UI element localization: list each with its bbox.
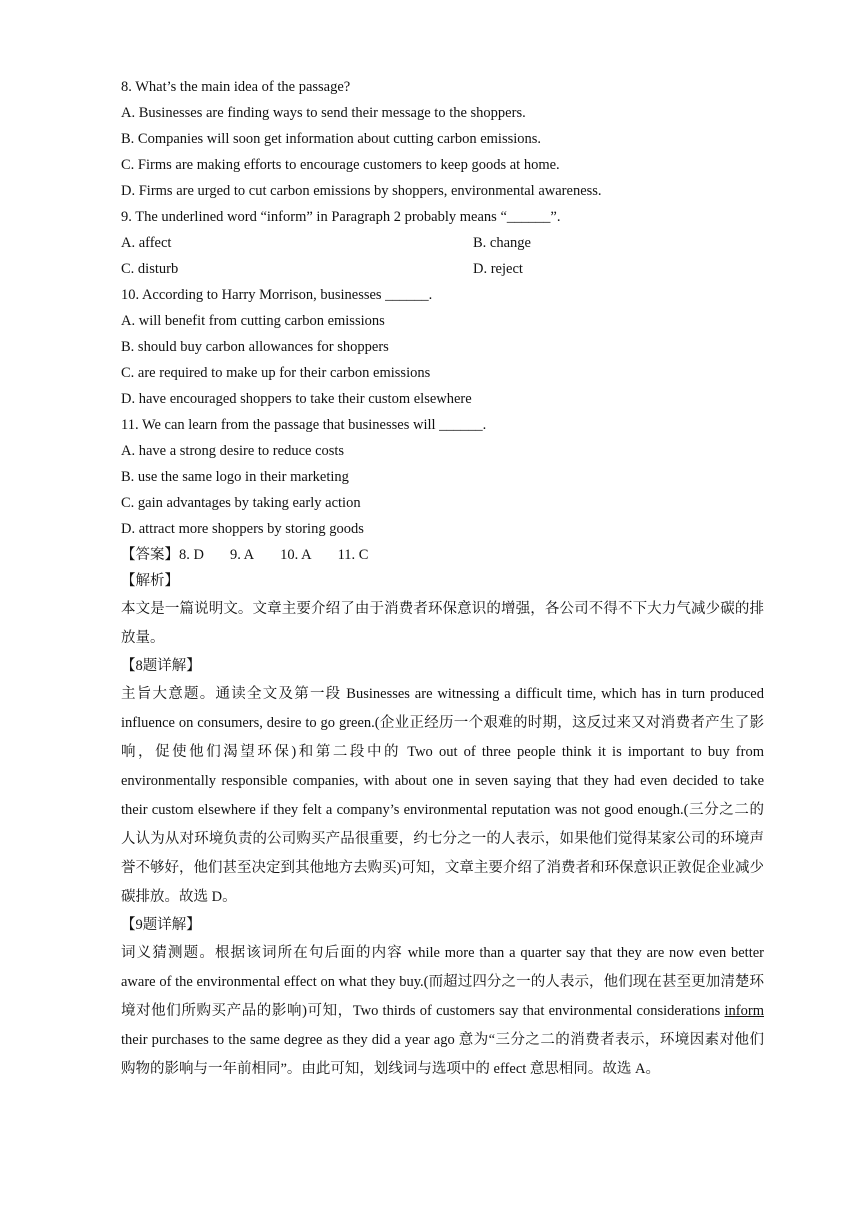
answer-line — [121, 542, 764, 568]
answer-item: 11. C — [337, 547, 369, 563]
analysis-text: 本文是一篇说明文。文章主要介绍了由于消费者环保意识的增强，各公司不得不下大力气减少碳的排放量。 — [121, 601, 764, 646]
question-10-stem: 10. According to Harry Morrison, businesses ______. — [121, 287, 433, 303]
question-8-option-d: D. Firms are urged to cut carbon emissions by shoppers, environmental awareness. — [121, 183, 602, 199]
question-9-option-d: D. reject — [473, 261, 523, 277]
question-8-option-c: C. Firms are making efforts to encourage customers to keep goods at home. — [121, 157, 560, 173]
question-9-stem: 9. The underlined word “inform” in Paragraph 2 probably means “______”. — [121, 209, 561, 225]
detail-8-label: 【8题详解】 — [121, 658, 201, 674]
analysis-label: 【解析】 — [121, 573, 179, 589]
detail-9-label: 【9题详解】 — [121, 917, 201, 933]
detail-9-text — [121, 939, 764, 1084]
question-10-option-b: B. should buy carbon allowances for shoppers — [121, 339, 389, 355]
question-11-stem: 11. We can learn from the passage that businesses will ______. — [121, 417, 487, 433]
question-11-option-a: A. have a strong desire to reduce costs — [121, 443, 345, 459]
question-10-option-a: A. will benefit from cutting carbon emissions — [121, 313, 385, 329]
answer-item: 8. D — [179, 547, 204, 563]
answer-item: 10. A — [280, 547, 312, 563]
detail-8-text: 主旨大意题。通读全文及第一段 Businesses are witnessing a difficult time, which has in turn produced influence on consumers, desire to go green.(企业正经历一个艰难的时期，这反过来又对消费者产生了影响，促使他们渴望环保)和第二段中的 Two out of three people think it is important to buy from environmentally responsible companies, with about one in seven saying that they had even decided to take their custom elsewhere if they felt a company’s environmental reputation was not good enough.(三分之二的人认为从对环境负责的公司购买产品很重要，约七分之一的人表示，如果他们觉得某家公司的环境声誉不够好，他们甚至决定到其他地方去购买)可知，文章主要介绍了消费者和环保意识正敦促企业减少碳排放。故选 D。 — [121, 686, 764, 905]
underlined-word: inform — [724, 1003, 764, 1019]
question-10-option-d: D. have encouraged shoppers to take their custom elsewhere — [121, 391, 472, 407]
question-9-option-a: A. affect — [121, 235, 172, 251]
question-11-option-d: D. attract more shoppers by storing goods — [121, 521, 364, 537]
detail-9-text-before: 词义猜测题。根据该词所在句后面的内容 while more than a quarter say that they are now even better aware of the environmental effect on what they buy.(而超过四分之一的人表示，他们现在甚至更加清楚环境对他们所购买产品的影响)可知，Two thirds of customers say that environmental considerations — [121, 945, 764, 1019]
answer-label: 【答案】 — [121, 547, 179, 563]
question-9-option-b: B. change — [473, 235, 531, 251]
question-8-option-b: B. Companies will soon get information about cutting carbon emissions. — [121, 131, 542, 147]
question-10-option-c: C. are required to make up for their carbon emissions — [121, 365, 431, 381]
question-11-option-b: B. use the same logo in their marketing — [121, 469, 349, 485]
answer-item: 9. A — [229, 547, 255, 563]
question-9-options-row-1 — [121, 230, 764, 256]
question-9-options-row-2 — [121, 256, 764, 282]
question-9-option-c: C. disturb — [121, 261, 179, 277]
detail-9-text-after: their purchases to the same degree as they did a year ago 意为“三分之二的消费者表示，环境因素对他们购物的影响与一年前相同”。由此可知，划线词与选项中的 effect 意思相同。故选 A。 — [121, 1032, 764, 1077]
question-8-stem: 8. What’s the main idea of the passage? — [121, 79, 351, 95]
question-11-option-c: C. gain advantages by taking early action — [121, 495, 361, 511]
question-8-option-a: A. Businesses are finding ways to send their message to the shoppers. — [121, 105, 526, 121]
